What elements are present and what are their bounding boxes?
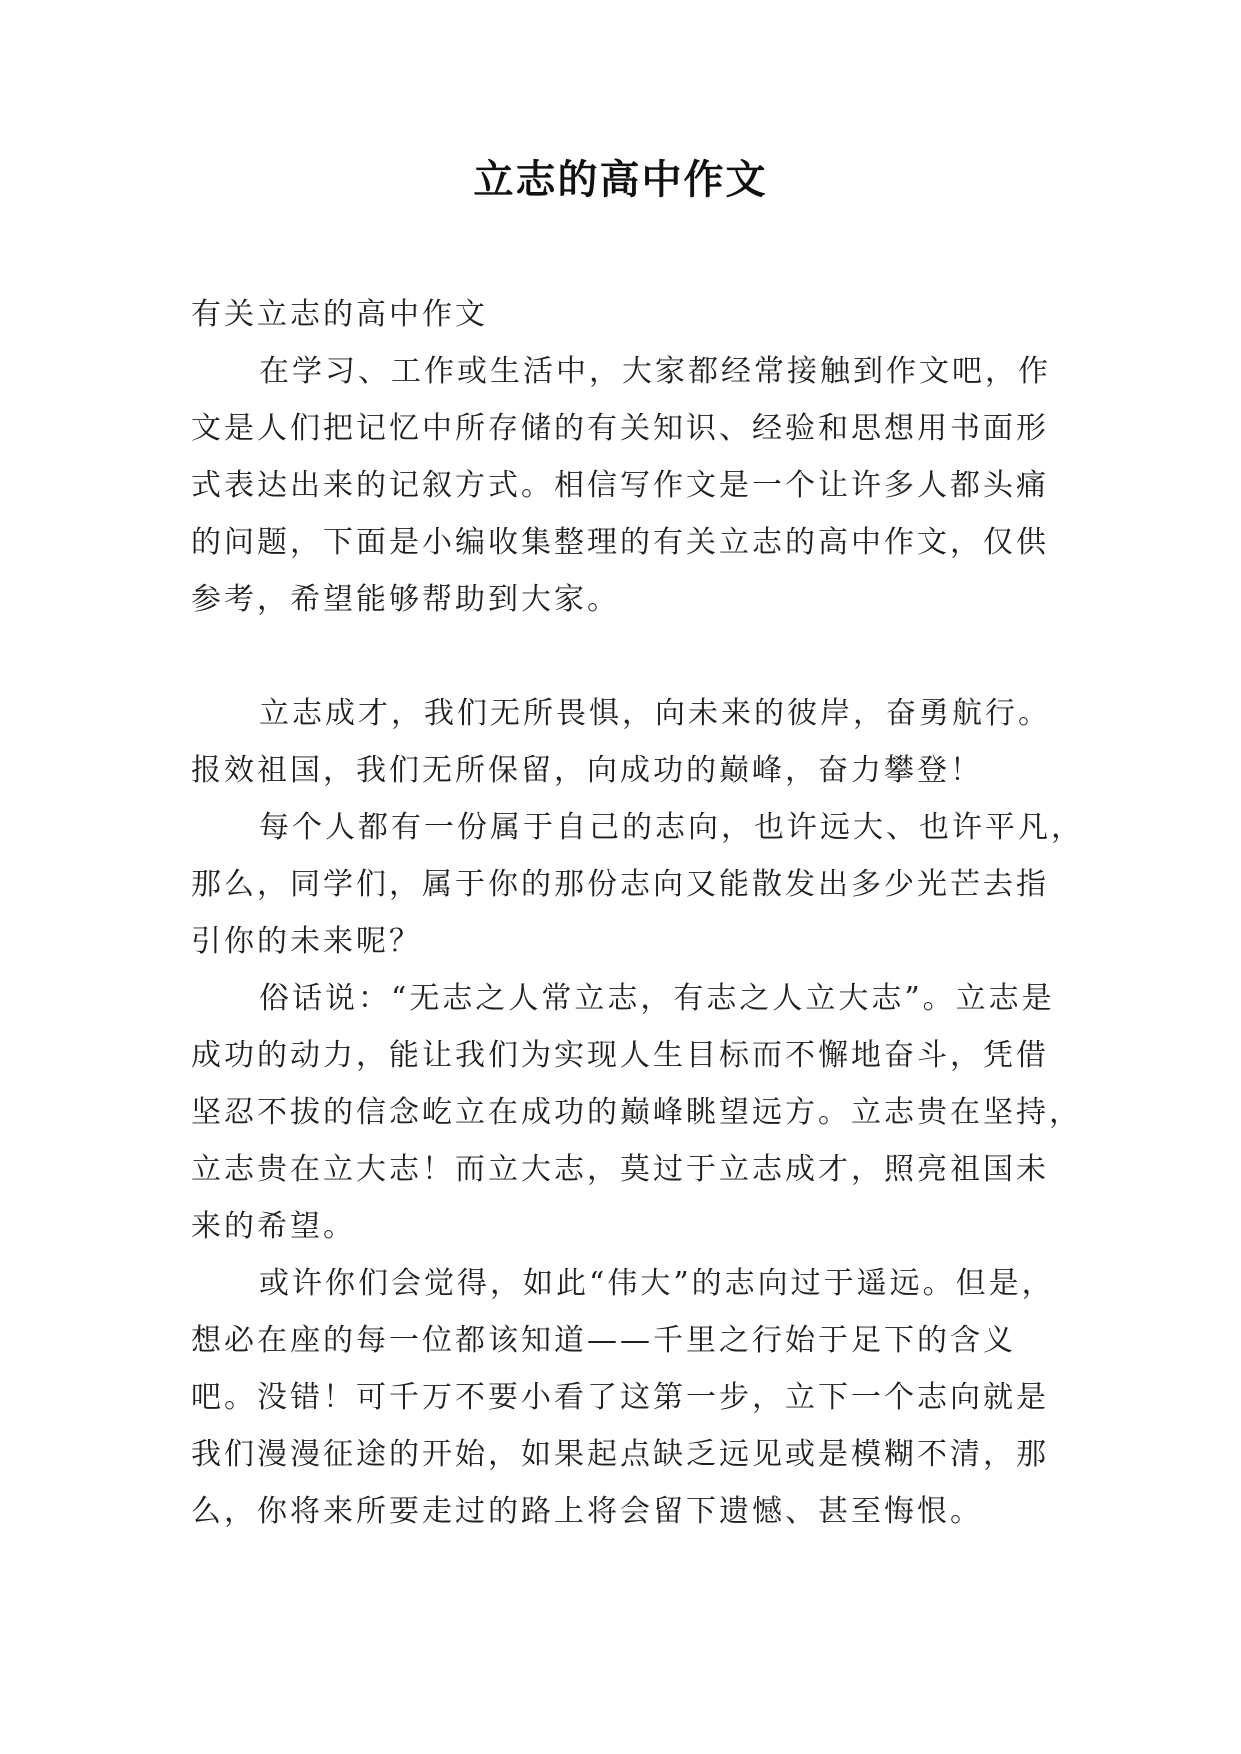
- text-line: 文是人们把记忆中所存储的有关知识、经验和思想用书面形: [191, 411, 1049, 446]
- text-line: 或许你们会觉得，如此“伟大”的志向过于遥远。但是，: [259, 1266, 1055, 1301]
- text-line: 我们漫漫征途的开始，如果起点缺乏远见或是模糊不清，那: [191, 1437, 1049, 1472]
- text-line: 报效祖国，我们无所保留，向成功的巅峰，奋力攀登！: [191, 753, 983, 788]
- body-paragraph: [191, 799, 1084, 970]
- body-paragraph: [191, 970, 1082, 1255]
- text-line: 引你的未来呢？: [191, 924, 422, 959]
- text-line: 式表达出来的记叙方式。相信写作文是一个让许多人都头痛: [191, 468, 1049, 503]
- text-line: 坚忍不拔的信念屹立在成功的巅峰眺望远方。立志贵在坚持，: [191, 1095, 1082, 1130]
- text-line: 来的希望。: [191, 1209, 356, 1244]
- intro-paragraph: [191, 343, 1059, 628]
- text-line: 每个人都有一份属于自己的志向，也许远大、也许平凡，: [259, 810, 1084, 845]
- body-paragraph: [191, 685, 1059, 799]
- text-line: 参考，希望能够帮助到大家。: [191, 582, 620, 617]
- text-line: 的问题，下面是小编收集整理的有关立志的高中作文，仅供: [191, 525, 1049, 560]
- text-line: 么，你将来所要走过的路上将会留下遗憾、甚至悔恨。: [191, 1494, 983, 1529]
- body-paragraph: [191, 1255, 1059, 1540]
- text-line: 立志成才，我们无所畏惧，向未来的彼岸，奋勇航行。: [259, 696, 1051, 731]
- text-line: 俗话说：“无志之人常立志，有志之人立大志”。立志是: [259, 981, 1055, 1016]
- document-title: 立志的高中作文: [473, 156, 768, 203]
- text-line: 那么，同学们，属于你的那份志向又能散发出多少光芒去指: [191, 867, 1049, 902]
- document-body: [191, 286, 1084, 1540]
- text-line: 成功的动力，能让我们为实现人生目标而不懈地奋斗，凭借: [191, 1038, 1049, 1073]
- text-line: 立志贵在立大志！而立大志，莫过于立志成才，照亮祖国未: [191, 1152, 1049, 1187]
- text-line: 在学习、工作或生活中，大家都经常接触到作文吧，作: [259, 354, 1051, 389]
- document-subtitle: 有关立志的高中作文: [191, 297, 488, 332]
- paragraph-gap: [191, 628, 1059, 685]
- text-line: 想必在座的每一位都该知道——千里之行始于足下的含义: [191, 1323, 1016, 1358]
- text-line: 吧。没错！可千万不要小看了这第一步，立下一个志向就是: [191, 1380, 1049, 1415]
